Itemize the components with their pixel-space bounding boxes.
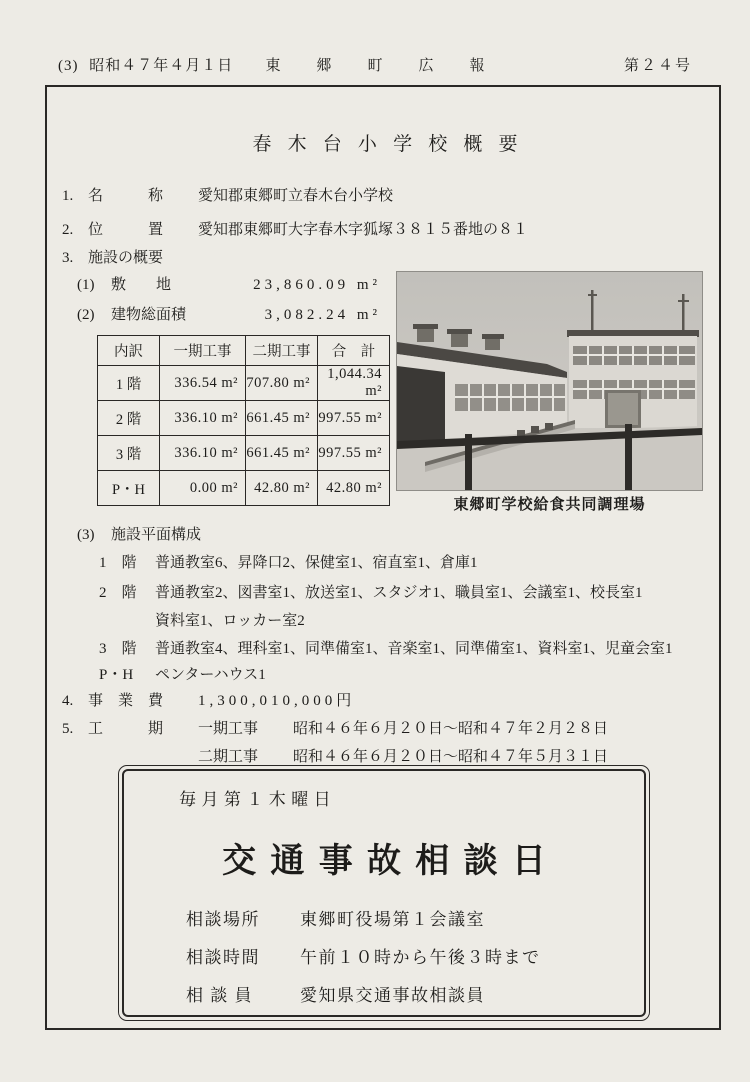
row-label: 相談場所 <box>186 910 260 929</box>
total-value: 1,044.34 m² <box>318 366 390 401</box>
phase-name: 一期工事 <box>198 721 259 737</box>
floor-row-ph <box>99 663 266 684</box>
header-breakdown: 内訳 <box>98 336 160 366</box>
floor-label: 3 階 <box>99 641 137 657</box>
item-label: 施設の概要 <box>88 250 164 266</box>
total-value: 997.55 m² <box>318 401 390 436</box>
floor-label: 2 階 <box>99 585 137 601</box>
photo-caption: 東郷町学校給食共同調理場 <box>453 497 646 513</box>
construction-area-table <box>97 335 390 506</box>
header-phase2: 二期工事 <box>246 336 318 366</box>
item-number: 2. <box>62 222 74 238</box>
consultation-title: 交通事故相談日 <box>222 842 561 880</box>
floor-row-2f-continued <box>155 609 305 630</box>
item-label: 名 称 <box>88 188 164 204</box>
sub-item-label: 建物総面積 <box>111 307 187 323</box>
floor-detail-continued: 資料室1、ロッカー室2 <box>155 613 305 629</box>
row-label: 2 階 <box>98 401 160 436</box>
construction-period-row-2 <box>198 745 608 766</box>
floor-detail: ペンターハウス1 <box>155 667 266 683</box>
floor-detail: 普通教室4、理科室1、同準備室1、音楽室1、同準備室1、資料室1、児童会室1 <box>155 641 673 657</box>
school-name-value: 愛知郡東郷町立春木台小学校 <box>198 188 394 204</box>
school-kitchen-photo <box>397 272 702 490</box>
site-area-row <box>77 273 381 294</box>
phase1-value: 0.00 m² <box>160 471 246 506</box>
row-label: 3 階 <box>98 436 160 471</box>
table-header-row <box>98 336 390 366</box>
project-cost-row <box>62 689 355 710</box>
phase1-value: 336.10 m² <box>160 436 246 471</box>
consultation-notice-box <box>118 765 650 1021</box>
table-row <box>98 471 390 506</box>
floor-row-1f <box>99 551 478 572</box>
phase-range: 昭和４６年６月２０日～昭和４７年５月３１日 <box>293 749 609 765</box>
phase1-value: 336.10 m² <box>160 401 246 436</box>
name-row <box>62 184 393 205</box>
page-marker: (3) <box>58 58 79 74</box>
header-total: 合 計 <box>318 336 390 366</box>
building-area-value: 3,082.24 m² <box>264 307 381 323</box>
total-value: 42.80 m² <box>318 471 390 506</box>
sub-item-number: (3) <box>77 527 95 543</box>
consultation-place-row <box>186 905 485 930</box>
location-value: 愛知郡東郷町大字春木字狐塚３８１５番地の８１ <box>198 222 529 238</box>
table-row <box>98 401 390 436</box>
article-frame <box>45 85 721 1030</box>
issue-number: 第２４号 <box>623 58 692 74</box>
construction-period-row-1 <box>62 717 608 738</box>
consultation-schedule: 毎月第１木曜日 <box>179 790 337 809</box>
location-row <box>62 218 528 239</box>
item-label: 工 期 <box>88 721 164 737</box>
item-number: 1. <box>62 188 74 204</box>
row-value: 東郷町役場第１会議室 <box>300 910 485 929</box>
phase1-value: 336.54 m² <box>160 366 246 401</box>
paper-title: 東郷町広報 <box>265 58 521 74</box>
item-number: 4. <box>62 693 74 709</box>
phase2-value: 42.80 m² <box>246 471 318 506</box>
floor-plan-heading <box>77 523 201 544</box>
consultation-notice-inner <box>122 769 646 1017</box>
consultation-time-row <box>186 943 541 968</box>
floor-detail: 普通教室2、図書室1、放送室1、スタジオ1、職員室1、会議室1、校長室1 <box>155 585 643 601</box>
facilities-heading <box>62 246 163 267</box>
floor-detail: 普通教室6、昇降口2、保健室1、宿直室1、倉庫1 <box>155 555 478 571</box>
phase-name: 二期工事 <box>198 749 259 765</box>
item-number: 3. <box>62 250 74 266</box>
phase2-value: 661.45 m² <box>246 436 318 471</box>
issue-date: 昭和４７年４月１日 <box>89 58 234 74</box>
item-label: 位 置 <box>88 222 164 238</box>
masthead <box>0 54 750 78</box>
sub-item-number: (1) <box>77 277 95 293</box>
floor-label: P・H <box>99 667 134 683</box>
sub-item-label: 敷 地 <box>111 277 172 293</box>
floor-label: 1 階 <box>99 555 137 571</box>
table-row <box>98 366 390 401</box>
header-phase1: 一期工事 <box>160 336 246 366</box>
row-label: 相 談 員 <box>186 986 253 1005</box>
floor-row-2f <box>99 581 643 602</box>
building-area-row <box>77 303 381 324</box>
row-label: P・H <box>98 471 160 506</box>
site-area-value: 23,860.09 m² <box>253 277 381 293</box>
project-cost-value: 1,300,010,000円 <box>198 693 356 709</box>
item-label: 事 業 費 <box>88 693 164 709</box>
sub-item-label: 施設平面構成 <box>111 527 202 543</box>
article-title: 春木台小学校概要 <box>252 134 534 155</box>
table-row <box>98 436 390 471</box>
row-value: 午前１０時から午後３時まで <box>300 948 541 967</box>
phase2-value: 661.45 m² <box>246 401 318 436</box>
total-value: 997.55 m² <box>318 436 390 471</box>
row-label: 相談時間 <box>186 948 260 967</box>
phase2-value: 707.80 m² <box>246 366 318 401</box>
row-value: 愛知県交通事故相談員 <box>300 986 485 1005</box>
floor-row-3f <box>99 637 673 658</box>
row-label: 1 階 <box>98 366 160 401</box>
consultation-staff-row <box>186 981 485 1006</box>
phase-range: 昭和４６年６月２０日～昭和４７年２月２８日 <box>293 721 609 737</box>
photo-illustration <box>397 272 702 490</box>
sub-item-number: (2) <box>77 307 95 323</box>
item-number: 5. <box>62 721 74 737</box>
